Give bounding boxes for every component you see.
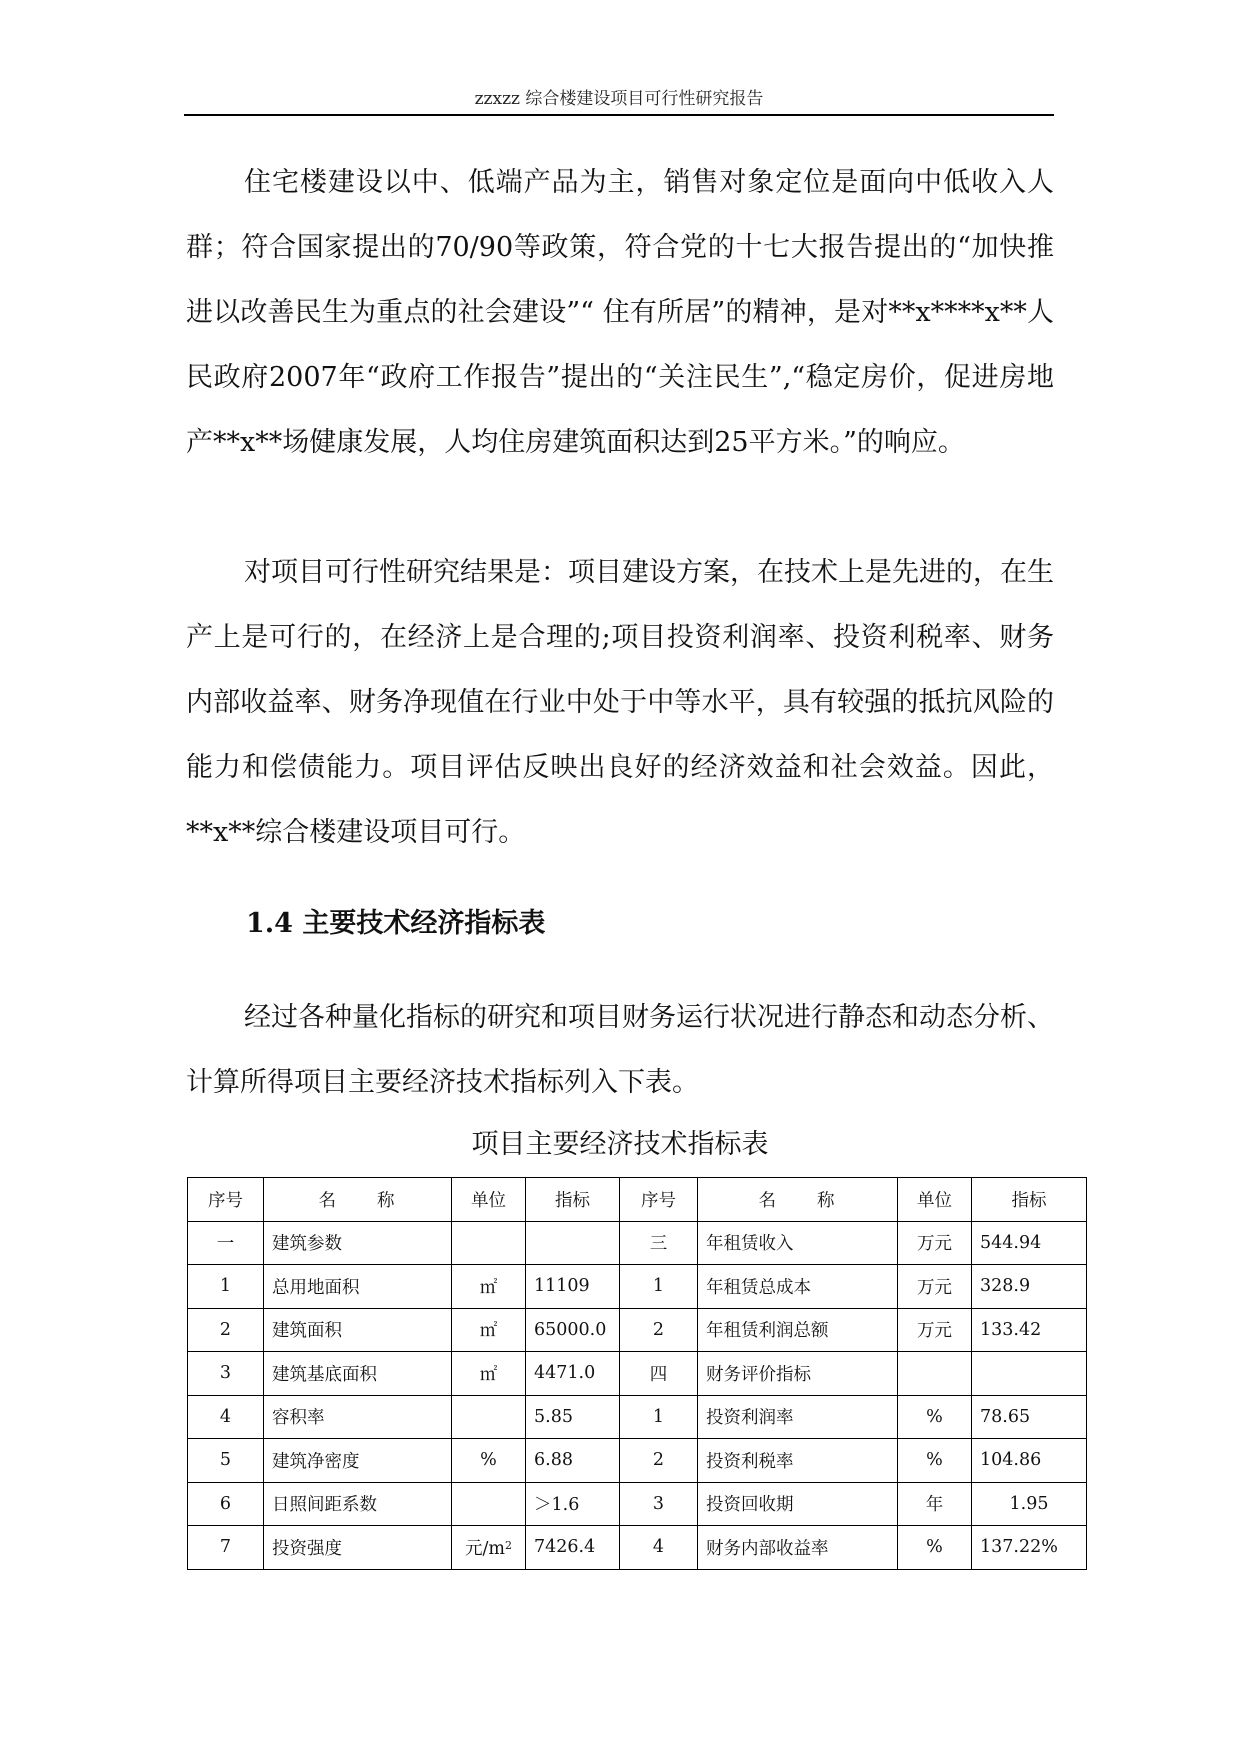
header-unit-left: 单位 [452, 1178, 526, 1222]
cell-name: 财务评价指标 [698, 1352, 898, 1396]
cell-value: 1.95 [972, 1482, 1087, 1526]
cell-name: 容积率 [264, 1395, 452, 1439]
table-row [188, 1352, 1087, 1396]
header-rule [184, 114, 1054, 116]
metrics-table [187, 1177, 1087, 1570]
cell-unit: % [898, 1526, 972, 1570]
cell-value: 6.88 [526, 1439, 620, 1483]
cell-value: 328.9 [972, 1265, 1087, 1309]
cell-unit [452, 1395, 526, 1439]
header-no-left: 序号 [188, 1178, 264, 1222]
cell-name: 投资回收期 [698, 1482, 898, 1526]
cell-no: 2 [620, 1308, 698, 1352]
cell-no: 3 [620, 1482, 698, 1526]
page-header: zzxzz 综合楼建设项目可行性研究报告 [474, 89, 764, 109]
paragraph-table-intro: 经过各种量化指标的研究和项目财务运行状况进行静态和动态分析、计算所得项目主要经济技术指标列入下表。 [186, 1002, 1054, 1098]
table-row [188, 1395, 1087, 1439]
cell-unit [452, 1526, 526, 1570]
cell-unit: ㎡ [452, 1308, 526, 1352]
cell-unit: 年 [898, 1482, 972, 1526]
cell-value: 7426.4 [526, 1526, 620, 1570]
header-name-left: 名 称 [264, 1178, 452, 1222]
table-caption: 项目主要经济技术指标表 [471, 1129, 769, 1160]
cell-no: 2 [620, 1439, 698, 1483]
cell-value: 4471.0 [526, 1352, 620, 1396]
cell-value: 5.85 [526, 1395, 620, 1439]
cell-name: 日照间距系数 [264, 1482, 452, 1526]
table-header-row [188, 1178, 1087, 1222]
cell-no: 4 [620, 1526, 698, 1570]
cell-value: 544.94 [972, 1221, 1087, 1265]
cell-value [526, 1221, 620, 1265]
cell-name: 年租赁利润总额 [698, 1308, 898, 1352]
table-row [188, 1482, 1087, 1526]
cell-name: 总用地面积 [264, 1265, 452, 1309]
cell-value: 104.86 [972, 1439, 1087, 1483]
cell-no: 3 [188, 1352, 264, 1396]
cell-name: 建筑面积 [264, 1308, 452, 1352]
cell-name: 财务内部收益率 [698, 1526, 898, 1570]
cell-value: 137.22% [972, 1526, 1087, 1570]
cell-value: 65000.0 [526, 1308, 620, 1352]
cell-name: 年租赁收入 [698, 1221, 898, 1265]
header-name-right: 名 称 [698, 1178, 898, 1222]
cell-unit: % [898, 1439, 972, 1483]
cell-unit: % [898, 1395, 972, 1439]
cell-unit [898, 1352, 972, 1396]
cell-no: 1 [620, 1265, 698, 1309]
header-value-left: 指标 [526, 1178, 620, 1222]
cell-unit: 万元 [898, 1221, 972, 1265]
cell-unit: % [452, 1439, 526, 1483]
cell-no: 四 [620, 1352, 698, 1396]
cell-value: 11109 [526, 1265, 620, 1309]
cell-name: 建筑参数 [264, 1221, 452, 1265]
cell-no: 1 [188, 1265, 264, 1309]
cell-no: 7 [188, 1526, 264, 1570]
cell-no: 三 [620, 1221, 698, 1265]
cell-no: 6 [188, 1482, 264, 1526]
cell-no: 一 [188, 1221, 264, 1265]
cell-unit [452, 1482, 526, 1526]
cell-value [972, 1352, 1087, 1396]
cell-unit: ㎡ [452, 1265, 526, 1309]
cell-name: 投资利税率 [698, 1439, 898, 1483]
cell-no: 4 [188, 1395, 264, 1439]
cell-unit: ㎡ [452, 1352, 526, 1396]
cell-value: 78.65 [972, 1395, 1087, 1439]
cell-unit [452, 1221, 526, 1265]
cell-unit: 万元 [898, 1265, 972, 1309]
cell-no: 5 [188, 1439, 264, 1483]
table-row [188, 1265, 1087, 1309]
cell-value: ＞1.6 [526, 1482, 620, 1526]
cell-no: 1 [620, 1395, 698, 1439]
cell-no: 2 [188, 1308, 264, 1352]
header-no-right: 序号 [620, 1178, 698, 1222]
paragraph-housing-policy: 住宅楼建设以中、低端产品为主，销售对象定位是面向中低收入人群；符合国家提出的70/90等政策，符合党的十七大报告提出的“加快推进以改善民生为重点的社会建设”“ 住有所居”的精神，是对**x****x**人民政府2007年“政府工作报告”提出的“关注民生”,“稳定房价，促进房地产**x**场健康发展，人均住房建筑面积达到25平方米。”的响应。 [186, 167, 1054, 458]
unit-text: 元/m [465, 1538, 505, 1559]
cell-name: 建筑基底面积 [264, 1352, 452, 1396]
table-row [188, 1526, 1087, 1570]
header-value-right: 指标 [972, 1178, 1087, 1222]
cell-value: 133.42 [972, 1308, 1087, 1352]
cell-name: 建筑净密度 [264, 1439, 452, 1483]
cell-name: 投资利润率 [698, 1395, 898, 1439]
table-row [188, 1308, 1087, 1352]
cell-name: 投资强度 [264, 1526, 452, 1570]
cell-unit: 万元 [898, 1308, 972, 1352]
table-row [188, 1439, 1087, 1483]
table-row [188, 1221, 1087, 1265]
cell-name: 年租赁总成本 [698, 1265, 898, 1309]
unit-superscript: 2 [505, 1538, 512, 1552]
section-heading: 1.4 主要技术经济指标表 [246, 908, 546, 939]
paragraph-feasibility-conclusion: 对项目可行性研究结果是：项目建设方案，在技术上是先进的，在生产上是可行的，在经济上是合理的;项目投资利润率、投资利税率、财务内部收益率、财务净现值在行业中处于中等水平，具有较强的抵抗风险的能力和偿债能力。项目评估反映出良好的经济效益和社会效益。因此，**x**综合楼建设项目可行。 [186, 557, 1054, 848]
header-unit-right: 单位 [898, 1178, 972, 1222]
